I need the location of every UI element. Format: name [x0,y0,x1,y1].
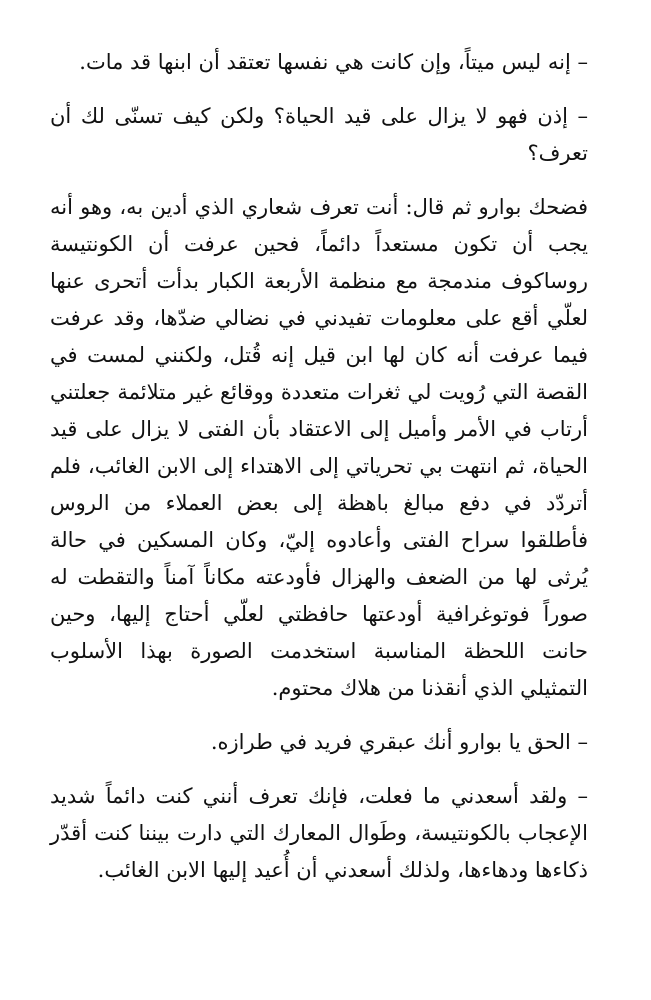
paragraph-dialogue-genius: – الحق يا بوارو أنك عبقري فريد في طرازه. [210,730,588,754]
paragraph-gap [50,81,588,98]
paragraph-dialogue-not-dead: – إنه ليس ميتاً، وإن كانت هي نفسها تعتقد أن ابنها قد مات. [79,50,588,74]
document-page [50,44,588,889]
paragraph-gap [50,707,588,724]
paragraph-poirot-explanation: فضحك بوارو ثم قال: أنت تعرف شعاري الذي أدين به، وهو أنه يجب أن تكون مستعداً دائماً، فحين عرفت أن الكونتيسة روساكوف مندمجة مع منظمة الأربعة الكبار بدأت أتحرى عنها لعلّي أقع على معلومات تفيدني في نضالي ضدّها، وقد عرفت فيما عرفت أنه كان لها ابن قيل إنه قُتل، ولكنني لمست في القصة التي رُويت لي ثغرات متعددة ووقائع غير متلائمة جعلتني أرتاب في الأمر وأميل إلى الاعتقاد بأن الفتى لا يزال على قيد الحياة، ثم انتهت بي تحرياتي إلى الاهتداء إلى الابن الغائب، فلم أتردّد في دفع مبالغ باهظة إلى بعض العملاء من الروس فأطلقوا سراح الفتى وأعادوه إليّ، وكان المسكين في حالة يُرثى لها من الضعف والهزال فأودعته مكاناً آمناً والتقطت له صوراً فوتوغرافية أودعتها حافظتي لعلّي أحتاج إليها، وحين حانت اللحظة المناسبة استخدمت الصورة بهذا الأسلوب التمثيلي الذي أنقذنا من هلاك محتوم. [50,195,588,700]
paragraph-gap [50,761,588,778]
paragraph-dialogue-how-did-you-know: – إذن فهو لا يزال على قيد الحياة؟ ولكن كيف تسنّى لك أن تعرف؟ [50,104,588,165]
paragraph-gap [50,172,588,189]
paragraph-dialogue-countess: – ولقد أسعدني ما فعلت، فإنك تعرف أنني كنت دائماً شديد الإعجاب بالكونتيسة، وطَوال المعارك التي دارت بيننا كنت أقدّر ذكاءها ودهاءها، ولذلك أسعدني أن أُعيد إليها الابن الغائب. [50,784,588,882]
